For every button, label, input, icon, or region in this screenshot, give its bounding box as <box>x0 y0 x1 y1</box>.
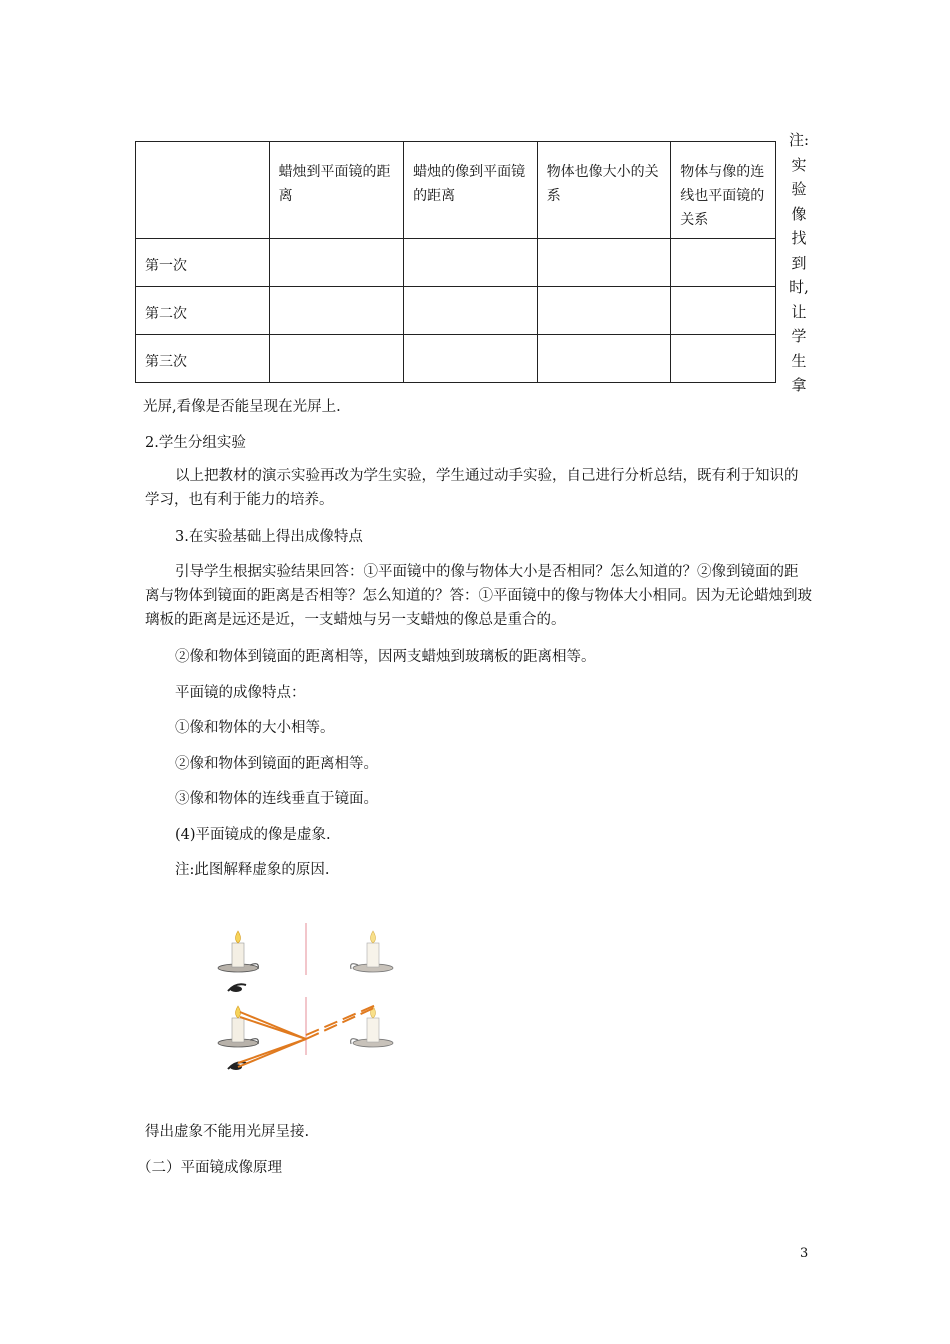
table-cell <box>269 287 404 335</box>
table-row <box>136 287 776 335</box>
virtual-ray-extension <box>306 1007 376 1039</box>
section-heading: （二）平面镜成像原理 <box>137 1160 282 1176</box>
paragraph: 得出虚象不能用光屏呈接. <box>145 1124 310 1140</box>
eye-icon <box>228 1062 246 1070</box>
table-header-cell: 物体也像大小的关系 <box>537 142 671 239</box>
table-row <box>136 335 776 383</box>
list-item: (4)平面镜成的像是虚象. <box>175 827 331 843</box>
paragraph: ②像和物体到镜面的距离相等，因两支蜡烛到玻璃板的距离相等。 <box>175 649 596 665</box>
table-cell <box>671 239 776 287</box>
paragraph: 引导学生根据实验结果回答：①平面镜中的像与物体大小是否相同？怎么知道的？②像到镜面的距离与物体到镜面的距离是否相等？怎么知道的？答：①平面镜中的像与物体大小相同。因为无论蜡烛到玻璃板的距离是远还是近，一支蜡烛与另一支蜡烛的像总是重合的。 <box>145 564 812 628</box>
virtual-ray-extension <box>306 1005 376 1035</box>
incident-ray <box>240 1017 306 1039</box>
section-heading: 3.在实验基础上得出成像特点 <box>175 529 363 545</box>
table-cell <box>537 335 671 383</box>
side-note-vertical: 注: 实 验 像 找 到 时, 让 学 生 拿 <box>789 131 810 394</box>
table-cell <box>404 287 538 335</box>
note-text: 注:此图解释虚象的原因. <box>175 862 330 878</box>
section-heading: 2.学生分组实验 <box>145 435 246 451</box>
table-header-cell: 物体与像的连线也平面镜的关系 <box>671 142 776 239</box>
paragraph: 光屏,看像是否能呈现在光屏上. <box>143 399 341 415</box>
list-item: ②像和物体到镜面的距离相等。 <box>175 756 378 772</box>
list-item: ①像和物体的大小相等。 <box>175 720 335 736</box>
paragraph: 以上把教材的演示实验再改为学生实验，学生通过动手实验，自己进行分析总结，既有利于知识的学习，也有利于能力的培养。 <box>145 468 799 508</box>
table-row-label: 第二次 <box>136 287 270 335</box>
table-row <box>136 239 776 287</box>
candle-image-icon <box>351 931 393 972</box>
eye-icon <box>228 984 246 992</box>
table-cell <box>671 287 776 335</box>
light-rays <box>238 1005 376 1067</box>
table-header-cell: 蜡烛到平面镜的距离 <box>269 142 404 239</box>
table-row-label: 第一次 <box>136 239 270 287</box>
experiment-table <box>135 141 776 383</box>
table-cell <box>537 239 671 287</box>
table-cell <box>269 239 404 287</box>
table-cell <box>404 239 538 287</box>
table-row-label: 第三次 <box>136 335 270 383</box>
table-cell <box>671 335 776 383</box>
table-cell <box>269 335 404 383</box>
table-header-cell: 蜡烛的像到平面镜的距离 <box>404 142 538 239</box>
paragraph: 平面镜的成像特点： <box>175 685 306 701</box>
candle-image-icon <box>351 1006 393 1047</box>
table-cell <box>537 287 671 335</box>
table-header-row <box>136 142 776 239</box>
page-number: 3 <box>800 1246 809 1261</box>
candle-icon <box>218 1006 258 1047</box>
table-cell <box>404 335 538 383</box>
candle-icon <box>218 931 258 972</box>
list-item: ③像和物体的连线垂直于镜面。 <box>175 791 378 807</box>
virtual-image-diagram <box>210 915 410 1085</box>
table-header-cell <box>136 142 270 239</box>
